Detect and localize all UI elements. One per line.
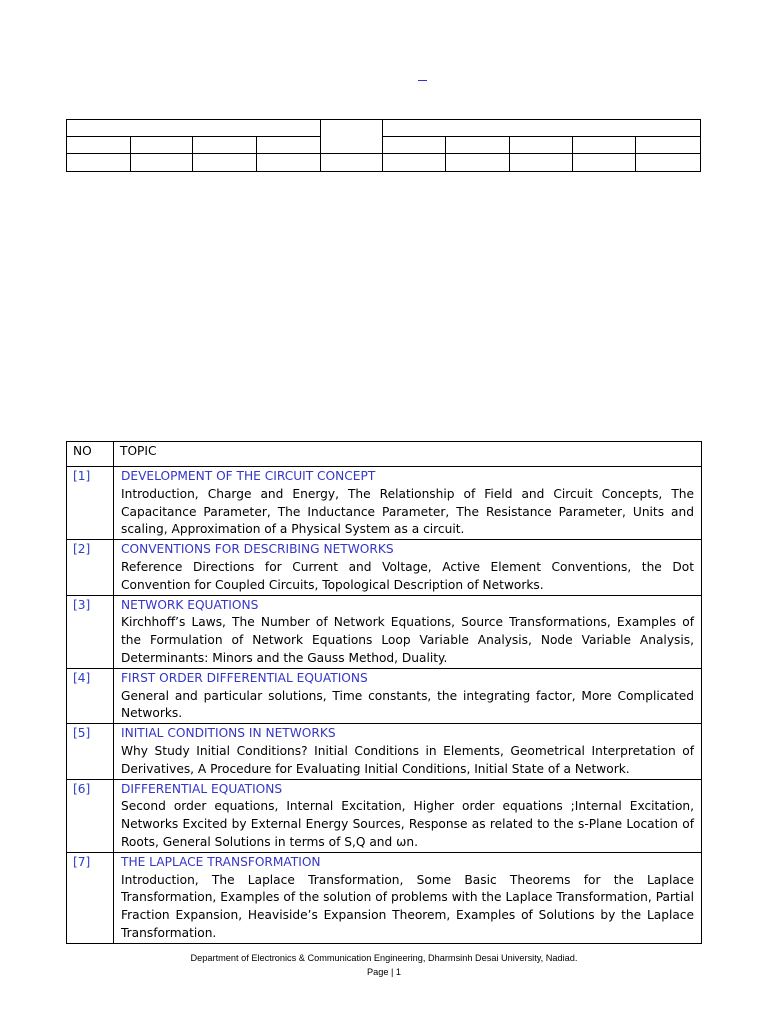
unit-description: Kirchhoff’s Laws, The Number of Network Equations, Source Transformations, Examples of the Formulation of Network Equations Loop Variable Analysis, Node Variable Analysis, Determinants: Minors and the Gauss Method, Duality.: [121, 615, 694, 665]
unit-content: [114, 852, 702, 943]
unit-content: [114, 540, 702, 595]
table-cell: [446, 137, 510, 154]
unit-number: [1]: [67, 467, 114, 540]
unit-description: Introduction, Charge and Energy, The Relationship of Field and Circuit Concepts, The Capacitance Parameter, The Inductance Parameter, The Resistance Parameter, Units and scaling, Approximation of a Physical System as a circuit.: [121, 486, 694, 537]
table-row: [67, 120, 701, 137]
table-cell: [131, 137, 193, 154]
teaching-scheme-table: [66, 119, 701, 172]
table-cell: [446, 154, 510, 172]
table-cell: [321, 154, 383, 172]
table-cell: [636, 137, 701, 154]
unit-title: FIRST ORDER DIFFERENTIAL EQUATIONS: [121, 670, 368, 685]
table-cell: [131, 154, 193, 172]
table-row: [67, 467, 702, 540]
unit-title: DEVELOPMENT OF THE CIRCUIT CONCEPT: [121, 469, 376, 483]
table-row: [67, 779, 702, 852]
table-cell: [257, 154, 321, 172]
table-cell: [67, 120, 321, 137]
table-row: [67, 154, 701, 172]
unit-title: DIFFERENTIAL EQUATIONS: [121, 781, 283, 796]
header-link[interactable]: [418, 68, 427, 81]
unit-description: Why Study Initial Conditions? Initial Conditions in Elements, Geometrical Interpretation of Derivatives, A Procedure for Evaluating Initial Conditions, Initial State of a Network.: [121, 743, 694, 776]
unit-description: Second order equations, Internal Excitation, Higher order equations ;Internal Excitation, Networks Excited by External Energy Sources, Response as related to the s-Plane Location of Roots, General Solutions in terms of S,Q and ωn.: [121, 799, 694, 849]
unit-number: [4]: [67, 668, 114, 723]
table-row: [67, 668, 702, 723]
table-cell: [383, 154, 446, 172]
table-cell: [321, 120, 383, 154]
unit-title: NETWORK EQUATIONS: [121, 597, 259, 612]
unit-content: [114, 467, 702, 540]
unit-number: [5]: [67, 724, 114, 779]
header-no: NO: [67, 442, 114, 467]
table-header-row: [67, 442, 702, 467]
unit-number: [7]: [67, 852, 114, 943]
unit-content: [114, 724, 702, 779]
unit-content: [114, 779, 702, 852]
table-row: [67, 852, 702, 943]
unit-content: [114, 668, 702, 723]
unit-description: General and particular solutions, Time constants, the integrating factor, More Complicated Networks.: [121, 688, 694, 721]
unit-number: [2]: [67, 540, 114, 595]
table-cell: [257, 137, 321, 154]
table-cell: [383, 137, 446, 154]
unit-title: INITIAL CONDITIONS IN NETWORKS: [121, 726, 336, 741]
unit-number: [6]: [67, 779, 114, 852]
table-cell: [510, 137, 573, 154]
table-row: [67, 595, 702, 668]
footer-page-number: Page | 1: [366, 967, 402, 977]
table-cell: [636, 154, 701, 172]
table-row: [67, 724, 702, 779]
table-cell: [510, 154, 573, 172]
table-cell: [193, 154, 257, 172]
footer-department: Department of Electronics & Communication Engineering, Dharmsinh Desai University, Nadiad.: [190, 953, 578, 963]
table-cell: [383, 120, 701, 137]
table-row: [67, 540, 702, 595]
table-cell: [573, 154, 636, 172]
table-cell: [67, 137, 131, 154]
header-topic: TOPIC: [114, 442, 702, 467]
table-cell: [573, 137, 636, 154]
table-cell: [193, 137, 257, 154]
unit-description: Introduction, The Laplace Transformation, Some Basic Theorems for the Laplace Transformation, Examples of the solution of problems with the Laplace Transformation, Partial Fraction Expansion, Heaviside’s Expansion Theorem, Examples of Solutions by the Laplace Transformation.: [121, 872, 694, 940]
unit-number: [3]: [67, 595, 114, 668]
unit-title: CONVENTIONS FOR DESCRIBING NETWORKS: [121, 542, 394, 557]
unit-title: THE LAPLACE TRANSFORMATION: [121, 854, 321, 869]
unit-content: [114, 595, 702, 668]
unit-description: Reference Directions for Current and Voltage, Active Element Conventions, the Dot Convention for Coupled Circuits, Topological Description of Networks.: [121, 559, 694, 592]
table-cell: [67, 154, 131, 172]
syllabus-table: [66, 441, 702, 944]
table-row: [67, 137, 701, 154]
